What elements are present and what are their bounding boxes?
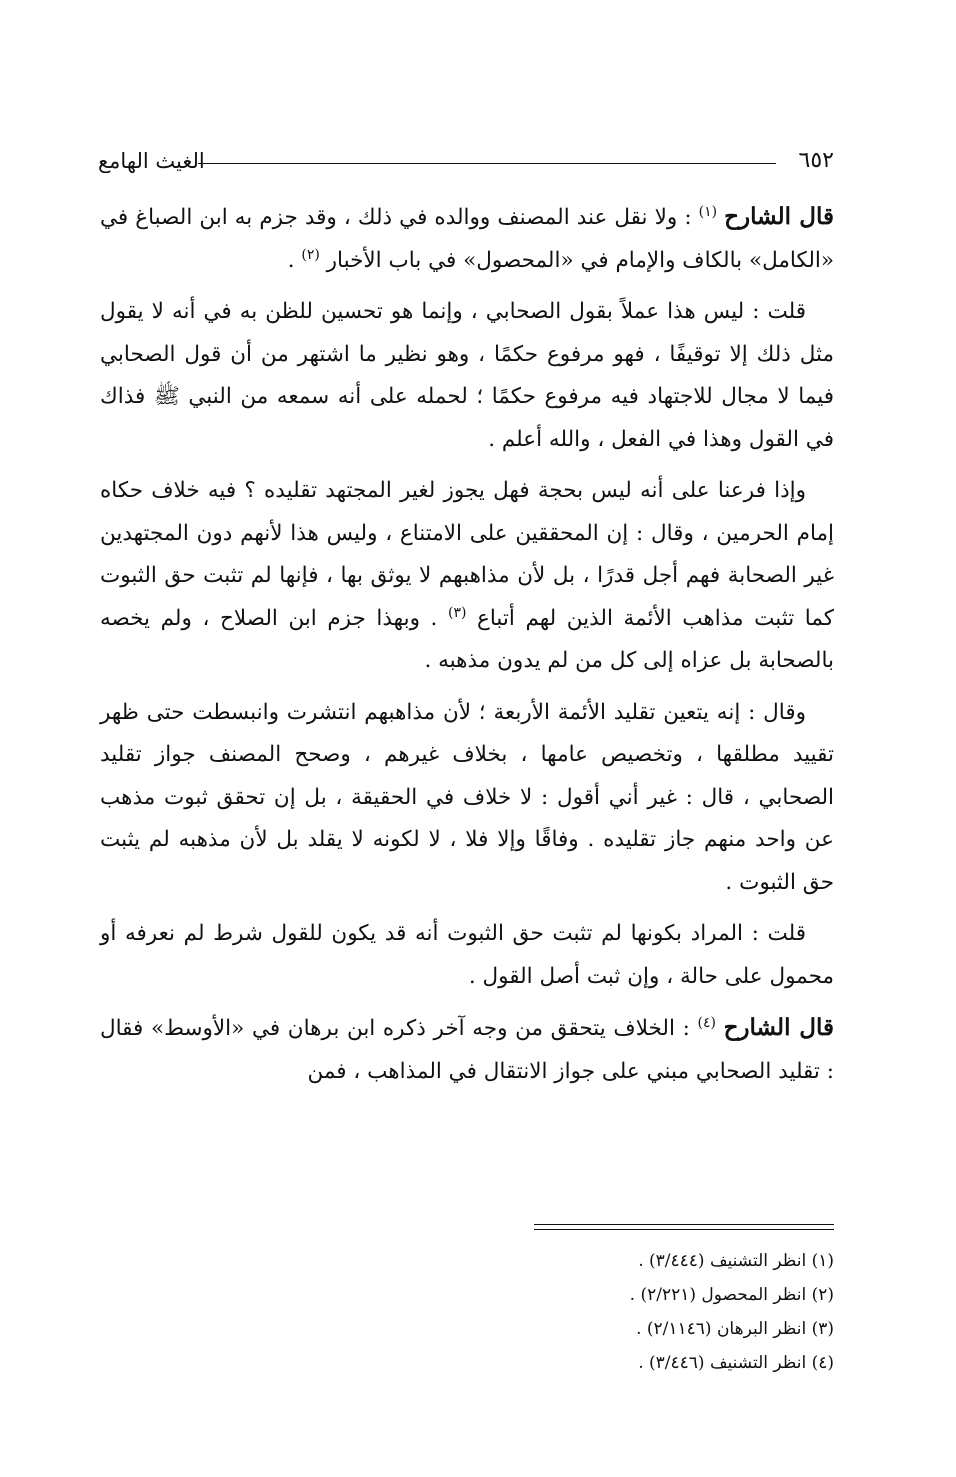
paragraph-text: : الخلاف يتحقق من وجه آخر ذكره ابن برهان في «الأوسط» فقال : تقليد الصحابي مبني على جواز الانتقال في المذاهب ، فمن	[100, 1016, 834, 1084]
paragraph-5	[100, 913, 834, 998]
footnote-1: (١) انظر التشنيف (٣/٤٤٤) .	[638, 1251, 834, 1271]
commentator-heading: قال الشارح	[723, 1014, 834, 1041]
paragraph-text: : ولا نقل عند المصنف ووالده في ذلك ، وقد جزم به ابن الصباغ في «الكامل» بالكاف والإمام في «المحصول» في باب الأخبار	[100, 205, 834, 273]
footnote-2: (٢) انظر المحصول (٢/٢٢١) .	[629, 1285, 834, 1305]
footnote-4: (٤) انظر التشنيف (٣/٤٤٦) .	[638, 1353, 834, 1373]
footnote-ref: (٢)	[301, 246, 320, 263]
footnote-ref: (٣)	[447, 604, 467, 621]
footnote-divider	[534, 1224, 834, 1230]
footnote-ref: (٤)	[697, 1014, 716, 1031]
paragraph-text: وإذا فرعنا على أنه ليس بحجة فهل يجوز لغير المجتهد تقليده ؟ فيه خلاف حكاه إمام الحرمين ، وقال : إن المحققين على الامتناع ، وليس هذا لأنهم دون المجتهدين غير الصحابة فهم أجل قدرًا ، بل لأن مذاهبهم لا يوثق بها ، فإنها لم تثبت حق الثبوت كما تثبت مذاهب الأئمة الذين لهم أتباع	[100, 478, 834, 631]
footnote-3: (٣) انظر البرهان (٢/١١٤٦) .	[636, 1319, 834, 1339]
footnote-ref: (١)	[698, 203, 718, 220]
paragraph-text: قلت : ليس هذا عملاً بقول الصحابي ، وإنما هو تحسين للظن به في أنه لا يقول مثل ذلك إلا توقيفًا ، فهو مرفوع حكمًا ، وهو نظير ما اشتهر من أن قول الصحابي فيما لا مجال للاجتهاد فيه مرفوع حكمًا ؛ لحمله على أنه سمعه من النبي ﷺ فذاك في القول وهذا في الفعل ، والله أعلم .	[100, 299, 834, 452]
paragraph-2	[100, 291, 834, 461]
running-title: الغيث الهامع	[98, 149, 205, 173]
paragraph-1	[100, 196, 834, 282]
main-text	[100, 196, 834, 1102]
paragraph-4	[100, 692, 834, 905]
page-number: ٦٥٢	[798, 148, 834, 173]
paragraph-text: قلت : المراد بكونها لم تثبت حق الثبوت أنه قد يكون للقول شرط لم نعرفه أو محمول على حالة ، وإن ثبت أصل القول .	[100, 921, 834, 989]
paragraph-tail: . وبهذا جزم ابن الصلاح ، ولم يخصه بالصحابة بل عزاه إلى كل من لم يدون مذهبه .	[100, 605, 834, 673]
page-header	[98, 146, 834, 182]
paragraph-tail: .	[287, 247, 302, 273]
commentator-heading: قال الشارح	[724, 203, 834, 230]
header-rule	[198, 163, 776, 164]
paragraph-6	[100, 1007, 834, 1093]
paragraph-text: وقال : إنه يتعين تقليد الأئمة الأربعة ؛ لأن مذاهبهم انتشرت وانبسطت حتى ظهر تقييد مطلقها ، وتخصيص عامها ، بخلاف غيرهم ، وصحح المصنف جواز تقليد الصحابي ، قال : غير أني أقول : لا خلاف في الحقيقة ، بل إن تحقق ثبوت مذهب عن واحد منهم جاز تقليده . وفاقًا وإلا فلا ، لا لكونه لا يقلد بل لأن مذهبه لم يثبت حق الثبوت .	[100, 699, 834, 895]
paragraph-3	[100, 470, 834, 683]
footnotes	[100, 1244, 834, 1380]
